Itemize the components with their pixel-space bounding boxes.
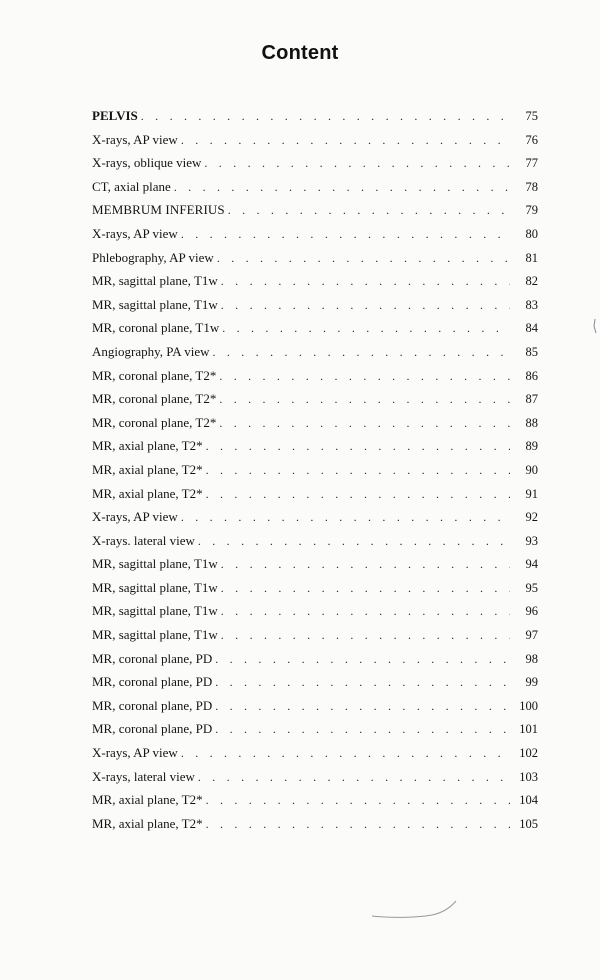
toc-entry-page-number: 96 xyxy=(525,604,538,619)
dot-leader xyxy=(215,699,510,714)
toc-entry xyxy=(92,273,538,297)
dot-leader xyxy=(228,203,510,218)
dot-leader xyxy=(206,463,510,478)
dot-leader xyxy=(206,487,510,502)
toc-entry-page-number: 91 xyxy=(525,486,538,501)
toc-entry-page-number: 104 xyxy=(519,793,538,808)
toc-entry xyxy=(92,462,538,486)
dot-leader xyxy=(206,439,510,454)
toc-entry-page-number: 99 xyxy=(525,675,538,690)
toc-entry xyxy=(92,580,538,604)
toc-entry-label: CT, axial plane xyxy=(92,178,171,194)
toc-entry xyxy=(92,391,538,415)
toc-entry-page-number: 77 xyxy=(525,156,538,171)
toc-entry xyxy=(92,816,538,840)
toc-entry-page-number: 76 xyxy=(525,132,538,147)
toc-entry-label: MR, sagittal plane, T1w xyxy=(92,296,218,312)
toc-entry-page-number: 89 xyxy=(525,439,538,454)
toc-entry-label: MR, sagittal plane, T1w xyxy=(92,579,218,595)
toc-entry-page-number: 100 xyxy=(519,698,538,713)
dot-leader xyxy=(215,675,510,690)
dot-leader xyxy=(221,628,510,643)
toc-entry-page-number: 80 xyxy=(525,226,538,241)
toc-entry-page-number: 95 xyxy=(525,580,538,595)
dot-leader xyxy=(181,510,510,525)
dot-leader xyxy=(204,156,510,171)
toc-entry-label: MR, coronal plane, T1w xyxy=(92,320,220,336)
toc-entry xyxy=(92,179,538,203)
toc-entry-label: MEMBRUM INFERIUS xyxy=(92,202,225,218)
toc-entry-label: MR, axial plane, T2* xyxy=(92,792,203,808)
toc-entry-label: MR, sagittal plane, T1w xyxy=(92,556,218,572)
toc-entry-page-number: 75 xyxy=(525,109,538,123)
toc-entry xyxy=(92,674,538,698)
dot-leader xyxy=(219,369,510,384)
toc-entry xyxy=(92,627,538,651)
toc-entry-page-number: 87 xyxy=(525,392,538,407)
toc-entry-page-number: 93 xyxy=(525,533,538,548)
toc-entry-label: MR, coronal plane, PD xyxy=(92,650,213,666)
toc-entry xyxy=(92,320,538,344)
toc-entry-label: X-rays, AP view xyxy=(92,131,178,147)
dot-leader xyxy=(181,133,510,148)
toc-entry xyxy=(92,486,538,510)
table-of-contents xyxy=(92,108,538,839)
toc-entry xyxy=(92,368,538,392)
toc-entry xyxy=(92,415,538,439)
toc-entry-page-number: 85 xyxy=(525,344,538,359)
page-title: Content xyxy=(261,42,339,64)
toc-entry-page-number: 105 xyxy=(519,816,538,831)
toc-entry-page-number: 79 xyxy=(525,203,538,218)
toc-entry-label: X-rays, AP view xyxy=(92,225,178,241)
toc-entry xyxy=(92,721,538,745)
toc-entry-page-number: 92 xyxy=(525,510,538,525)
toc-entry-label: MR, axial plane, T2* xyxy=(92,438,203,454)
toc-entry-label: MR, sagittal plane, T1w xyxy=(92,603,218,619)
dot-leader xyxy=(141,109,510,124)
toc-entry-label: MR, axial plane, T2* xyxy=(92,461,203,477)
toc-entry-page-number: 78 xyxy=(525,179,538,194)
toc-entry-page-number: 98 xyxy=(525,651,538,666)
dot-leader xyxy=(219,416,510,431)
margin-mark xyxy=(592,318,598,334)
toc-entry-label: MR, coronal plane, T2* xyxy=(92,391,217,407)
toc-entry xyxy=(92,155,538,179)
dot-leader xyxy=(221,581,510,596)
toc-entry-label: MR, coronal plane, PD xyxy=(92,674,213,690)
toc-entry-label: MR, sagittal plane, T1w xyxy=(92,273,218,289)
dot-leader xyxy=(198,534,510,549)
toc-entry xyxy=(92,297,538,321)
dot-leader xyxy=(221,298,510,313)
toc-entry-label: X-rays, AP view xyxy=(92,745,178,761)
toc-entry-page-number: 94 xyxy=(525,557,538,572)
toc-entry-page-number: 82 xyxy=(525,274,538,289)
dot-leader xyxy=(198,770,510,785)
toc-entry xyxy=(92,603,538,627)
toc-entry-label: X-rays. lateral view xyxy=(92,532,195,548)
toc-entry-page-number: 88 xyxy=(525,415,538,430)
dot-leader xyxy=(215,652,510,667)
toc-entry-label: Angiography, PA view xyxy=(92,343,210,359)
dot-leader xyxy=(212,345,510,360)
toc-entry xyxy=(92,792,538,816)
toc-entry-label: PELVIS xyxy=(92,108,138,123)
toc-entry xyxy=(92,344,538,368)
toc-entry xyxy=(92,769,538,793)
dot-leader xyxy=(221,557,510,572)
dot-leader xyxy=(206,817,510,832)
pencil-scribble xyxy=(370,898,460,920)
toc-entry-page-number: 86 xyxy=(525,368,538,383)
toc-entry-label: MR, coronal plane, PD xyxy=(92,697,213,713)
dot-leader xyxy=(217,251,510,266)
toc-entry-label: MR, sagittal plane, T1w xyxy=(92,627,218,643)
toc-entry xyxy=(92,202,538,226)
toc-entry-page-number: 103 xyxy=(519,769,538,784)
toc-entry xyxy=(92,226,538,250)
dot-leader xyxy=(222,321,510,336)
dot-leader xyxy=(221,604,510,619)
dot-leader xyxy=(221,274,510,289)
toc-entry xyxy=(92,509,538,533)
toc-entry-page-number: 101 xyxy=(519,722,538,737)
toc-entry-label: MR, coronal plane, PD xyxy=(92,721,213,737)
toc-entry-label: MR, axial plane, T2* xyxy=(92,815,203,831)
toc-entry xyxy=(92,250,538,274)
toc-entry-page-number: 90 xyxy=(525,462,538,477)
dot-leader xyxy=(181,746,510,761)
toc-entry xyxy=(92,651,538,675)
toc-entry-label: X-rays, oblique view xyxy=(92,155,202,171)
toc-entry-page-number: 97 xyxy=(525,628,538,643)
toc-entry-label: Phlebography, AP view xyxy=(92,249,214,265)
dot-leader xyxy=(219,392,510,407)
toc-entry-page-number: 102 xyxy=(519,746,538,761)
dot-leader xyxy=(206,793,510,808)
toc-entry xyxy=(92,108,538,132)
toc-entry-label: X-rays, lateral view xyxy=(92,768,195,784)
toc-entry xyxy=(92,438,538,462)
toc-entry xyxy=(92,132,538,156)
toc-entry-page-number: 83 xyxy=(525,297,538,312)
toc-entry xyxy=(92,556,538,580)
toc-entry xyxy=(92,698,538,722)
toc-entry xyxy=(92,533,538,557)
dot-leader xyxy=(181,227,510,242)
dot-leader xyxy=(215,722,510,737)
toc-entry-label: MR, coronal plane, T2* xyxy=(92,414,217,430)
toc-entry-page-number: 84 xyxy=(525,321,538,336)
dot-leader xyxy=(174,180,510,195)
toc-entry xyxy=(92,745,538,769)
toc-entry-label: MR, coronal plane, T2* xyxy=(92,367,217,383)
toc-entry-label: X-rays, AP view xyxy=(92,509,178,525)
toc-entry-label: MR, axial plane, T2* xyxy=(92,485,203,501)
toc-entry-page-number: 81 xyxy=(525,250,538,265)
